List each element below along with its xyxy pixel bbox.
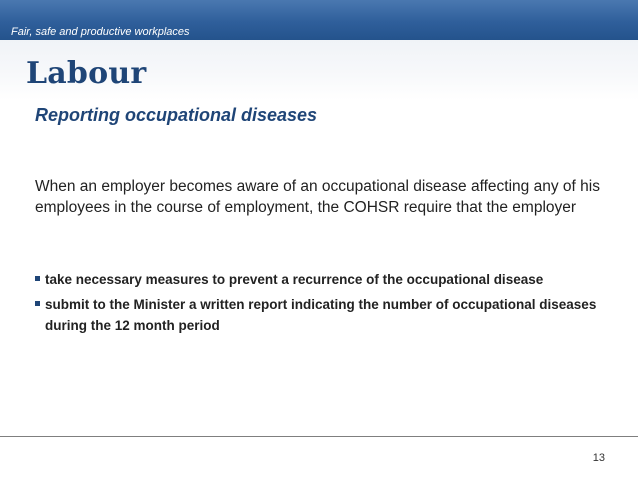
- footer-divider: [0, 436, 638, 437]
- slide-title: Reporting occupational diseases: [35, 105, 318, 125]
- page-number: 13: [592, 452, 605, 464]
- header-band: [0, 0, 638, 40]
- square-bullet-icon: [35, 301, 40, 306]
- intro-paragraph: When an employer becomes aware of an occupational disease affecting any of his employees in the course of employment, the COHSR require that the employer: [35, 178, 600, 216]
- labour-wordmark-logo: Labour: [26, 56, 147, 91]
- bullet-item: [35, 269, 615, 290]
- square-bullet-icon: [35, 276, 40, 281]
- header-tagline: Fair, safe and productive workplaces: [11, 26, 190, 38]
- bullet-text: take necessary measures to prevent a recurrence of the occupational disease: [45, 272, 544, 287]
- bullet-text: submit to the Minister a written report indicating the number of occupational diseases during the 12 month period: [45, 297, 597, 333]
- bullet-item: [35, 294, 615, 336]
- bullet-list: [35, 269, 615, 340]
